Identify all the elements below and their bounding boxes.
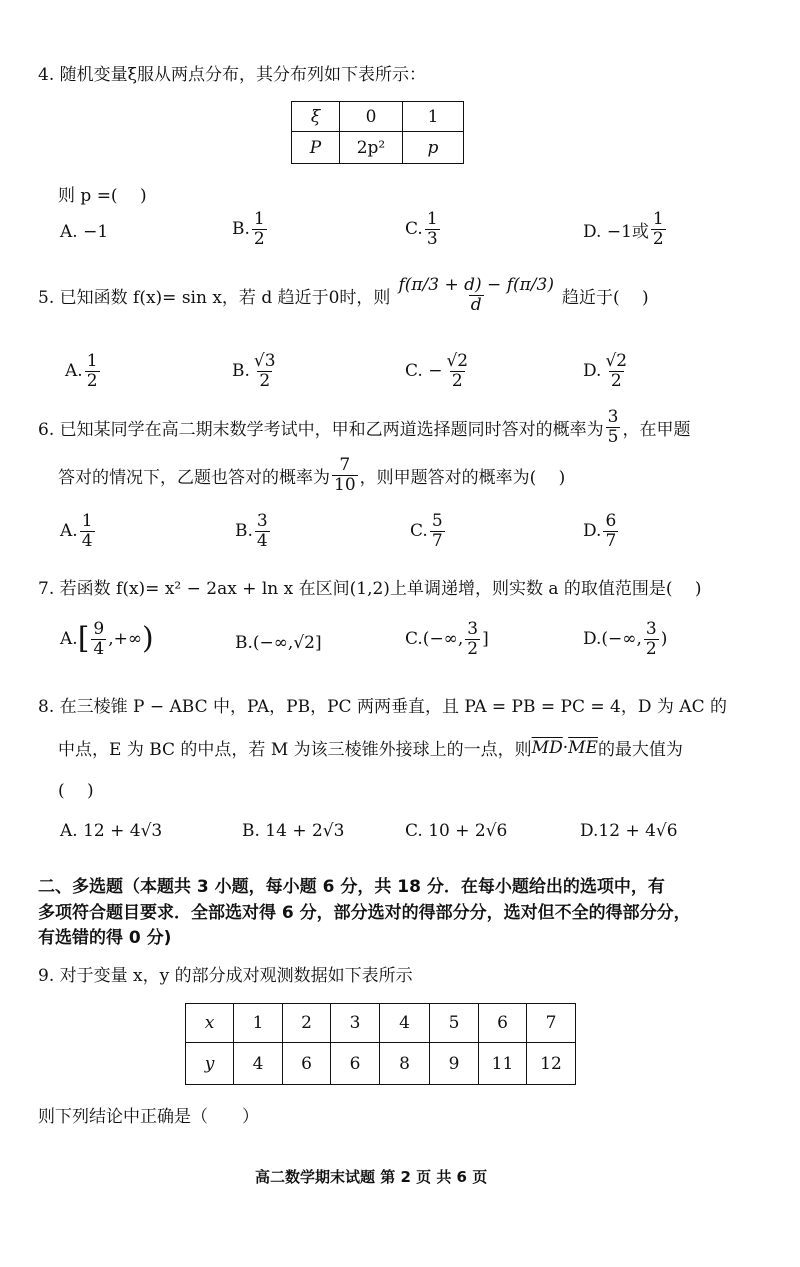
q5-option-d: D. $\frac{√2}{2}$ <box>583 351 628 391</box>
q6-option-a: A. $\frac{1}{4}$ <box>60 511 93 551</box>
q4-option-b: B. $\frac{1}{2}$ <box>232 209 265 249</box>
table-cell: p <box>403 132 464 164</box>
q9-data-table <box>185 1003 576 1085</box>
q4-option-d: D. −1或 $\frac{1}{2}$ <box>583 209 664 249</box>
q4-ask: 则 p =( ) <box>58 186 147 206</box>
table-cell: 8 <box>380 1043 430 1085</box>
q7-option-a: A. [ $\frac{9}{4}$ ,+∞ ) <box>60 619 154 659</box>
q8-option-b: B. 14 + 2√3 <box>242 821 345 841</box>
section2-line2: 多项符合题目要求．全部选对得 6 分，部分选对的得部分分，选对但不全的得部分分， <box>38 903 691 923</box>
q6-option-d: D. $\frac{6}{7}$ <box>583 511 617 551</box>
table-cell: 4 <box>234 1043 283 1085</box>
table-cell: 1 <box>403 102 464 132</box>
q5-option-a: A. $\frac{1}{2}$ <box>65 351 98 391</box>
table-cell: 0 <box>340 102 403 132</box>
table-cell: 5 <box>430 1004 479 1043</box>
q5-option-c: C. − $\frac{√2}{2}$ <box>405 351 469 391</box>
table-cell: 7 <box>527 1004 576 1043</box>
q8-option-c: C. 10 + 2√6 <box>405 821 508 841</box>
q4-option-c: C. $\frac{1}{3}$ <box>405 209 438 249</box>
q8-line1: 8. 在三棱锥 P − ABC 中，PA，PB，PC 两两垂直，且 PA = PB = PC = 4，D 为 AC 的 <box>38 697 727 717</box>
q6-option-b: B. $\frac{3}{4}$ <box>235 511 268 551</box>
q6-line1: 6. 已知某同学在高二期末数学考试中，甲和乙两道选择题同时答对的概率为 $\frac{3}{5}$ ，在甲题 <box>38 407 691 447</box>
q9-ask: 则下列结论中正确是（ ） <box>38 1107 259 1127</box>
table-cell: 6 <box>283 1043 331 1085</box>
q4-distribution-table <box>291 101 464 164</box>
vector-me: $\overline{ME}$ <box>568 737 598 758</box>
q6-option-c: C. $\frac{5}{7}$ <box>410 511 443 551</box>
q8-line2: 中点，E 为 BC 的中点，若 M 为该三棱锥外接球上的一点，则 $\overline{MD}$ · $\overline{ME}$ 的最大值为 <box>58 737 683 760</box>
q8-option-a: A. 12 + 4√3 <box>60 821 163 841</box>
table-cell: 6 <box>479 1004 527 1043</box>
q7-option-b: B.(−∞,√2] <box>235 633 322 653</box>
q7-option-c: C.(−∞, $\frac{3}{2}$ ] <box>405 619 489 659</box>
table-cell: x <box>186 1004 234 1043</box>
table-cell: 12 <box>527 1043 576 1085</box>
q7-option-d: D.(−∞, $\frac{3}{2}$ ) <box>583 619 668 659</box>
q5-stem: 5. 已知函数 f(x)= sin x，若 d 趋近于0时，则 $\frac{f(\pi/3 + d) - f(\pi/3)}{d}$ 趋近于( ) <box>38 275 649 315</box>
table-cell: 6 <box>331 1043 380 1085</box>
q7-stem: 7. 若函数 f(x)= x² − 2ax + ln x 在区间(1,2)上单调递增，则实数 a 的取值范围是( ) <box>38 579 702 599</box>
q9-stem: 9. 对于变量 x，y 的部分成对观测数据如下表所示 <box>38 966 413 986</box>
table-cell: 2p² <box>340 132 403 164</box>
table-cell: y <box>186 1043 234 1085</box>
table-cell: 3 <box>331 1004 380 1043</box>
q8-line3: ( ) <box>58 781 94 801</box>
table-cell: 9 <box>430 1043 479 1085</box>
q5-option-b: B. $\frac{√3}{2}$ <box>232 351 276 391</box>
table-cell: 4 <box>380 1004 430 1043</box>
q4-stem: 4. 随机变量ξ服从两点分布，其分布列如下表所示： <box>38 65 426 85</box>
table-cell: ξ <box>292 102 340 132</box>
table-cell: 1 <box>234 1004 283 1043</box>
table-cell: 2 <box>283 1004 331 1043</box>
section2-line3: 有选错的得 0 分) <box>38 928 172 948</box>
vector-md: $\overline{MD}$ <box>531 737 563 758</box>
section2-line1: 二、多选题（本题共 3 小题，每小题 6 分，共 18 分．在每小题给出的选项中，有 <box>38 877 665 897</box>
table-cell: 11 <box>479 1043 527 1085</box>
q6-line2: 答对的情况下，乙题也答对的概率为 $\frac{7}{10}$ ，则甲题答对的概率为( ) <box>58 455 566 495</box>
q4-option-a: A. −1 <box>60 222 109 242</box>
page-footer: 高二数学期末试题 第 2 页 共 6 页 <box>255 1168 488 1186</box>
table-cell: P <box>292 132 340 164</box>
q8-option-d: D.12 + 4√6 <box>580 821 678 841</box>
